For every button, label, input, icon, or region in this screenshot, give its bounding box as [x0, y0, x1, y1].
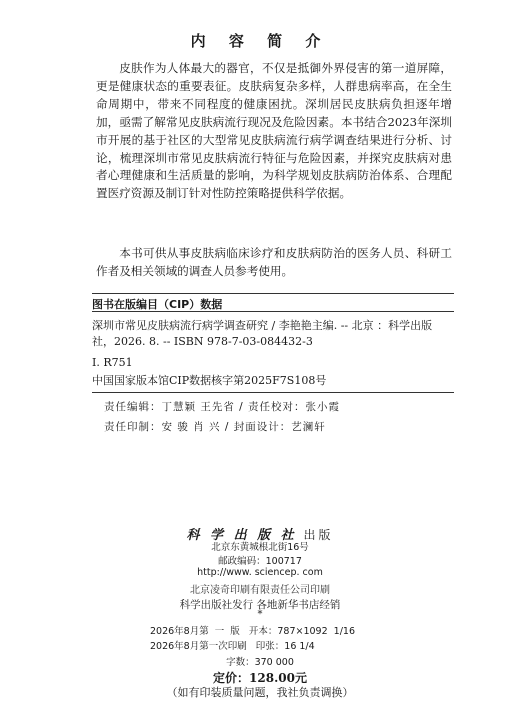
production-credits: 责任印制：安 骏 肖 兴 / 封面设计：艺澜轩 [104, 421, 326, 433]
separator-star: * [257, 609, 263, 620]
printing-sheets-line: 2026年8月第一次印刷 印张：16 1/4 [150, 641, 315, 652]
publisher-website: http://www. sciencep. com [197, 567, 323, 578]
cip-bottom-rule [92, 392, 454, 393]
editor-credits: 责任编辑：丁慧颖 王先省 / 责任校对：张小霞 [104, 401, 341, 413]
cip-data-number: 中国国家版本馆CIP数据核字第2025F7S108号 [92, 374, 327, 387]
cip-classification: Ⅰ. R751 [92, 356, 133, 369]
distribution-line: 科学出版社发行 各地新华书店经销 [179, 599, 341, 611]
quality-note: （如有印装质量问题，我社负责调换） [166, 686, 354, 699]
publisher-suffix: 出版 [303, 528, 334, 542]
cip-description: 深圳市常见皮肤病流行病学调查研究 / 李艳艳主编. -- 北京 ：科学出版社，2026. 8. -- ISBN 978-7-03-084432-3 [92, 319, 433, 348]
printer-name: 北京凌奇印刷有限责任公司印刷 [190, 585, 330, 596]
cip-top-rule [92, 293, 454, 294]
price: 定价：128.00元 [213, 671, 307, 685]
intro-paragraph-1: 皮肤作为人体最大的器官，不仅是抵御外界侵害的第一道屏障，更是健康状态的重要表征。皮肤病复杂多样，人群患病率高，在全生命周期中，带来不同程度的健康困扰。深圳居民皮肤病负担逐年增加，亟需了解常见皮肤病流行现况及危险因素。本书结合2023年深圳市开展的基于社区的大型常见皮肤病流行病学调查结果进行分析、讨论，梳理深圳市常见皮肤病流行特征与危险因素，并探究皮肤病对患者心理健康和生活质量的影响，为科学规划皮肤病防治体系、合理配置医疗资源及制订针对性防控策略提供科学依据。 [96, 61, 452, 201]
publisher-postcode: 邮政编码：100717 [218, 556, 302, 567]
publisher-name: 科 学 出 版 社 [186, 528, 297, 543]
edition-format-line: 2026年8月第 一 版 开本：787×1092 1/16 [150, 626, 356, 637]
page-title: 内 容 简 介 [190, 32, 330, 50]
word-count: 字数：370 000 [226, 657, 294, 668]
cip-middle-rule [92, 311, 454, 312]
cip-heading: 图书在版编目（CIP）数据 [92, 298, 223, 311]
publisher-address: 北京东黄城根北街16号 [211, 542, 309, 553]
intro-paragraph-2: 本书可供从事皮肤病临床诊疗和皮肤病防治的医务人员、科研工作者及相关领域的调查人员参考使用。 [96, 246, 452, 278]
